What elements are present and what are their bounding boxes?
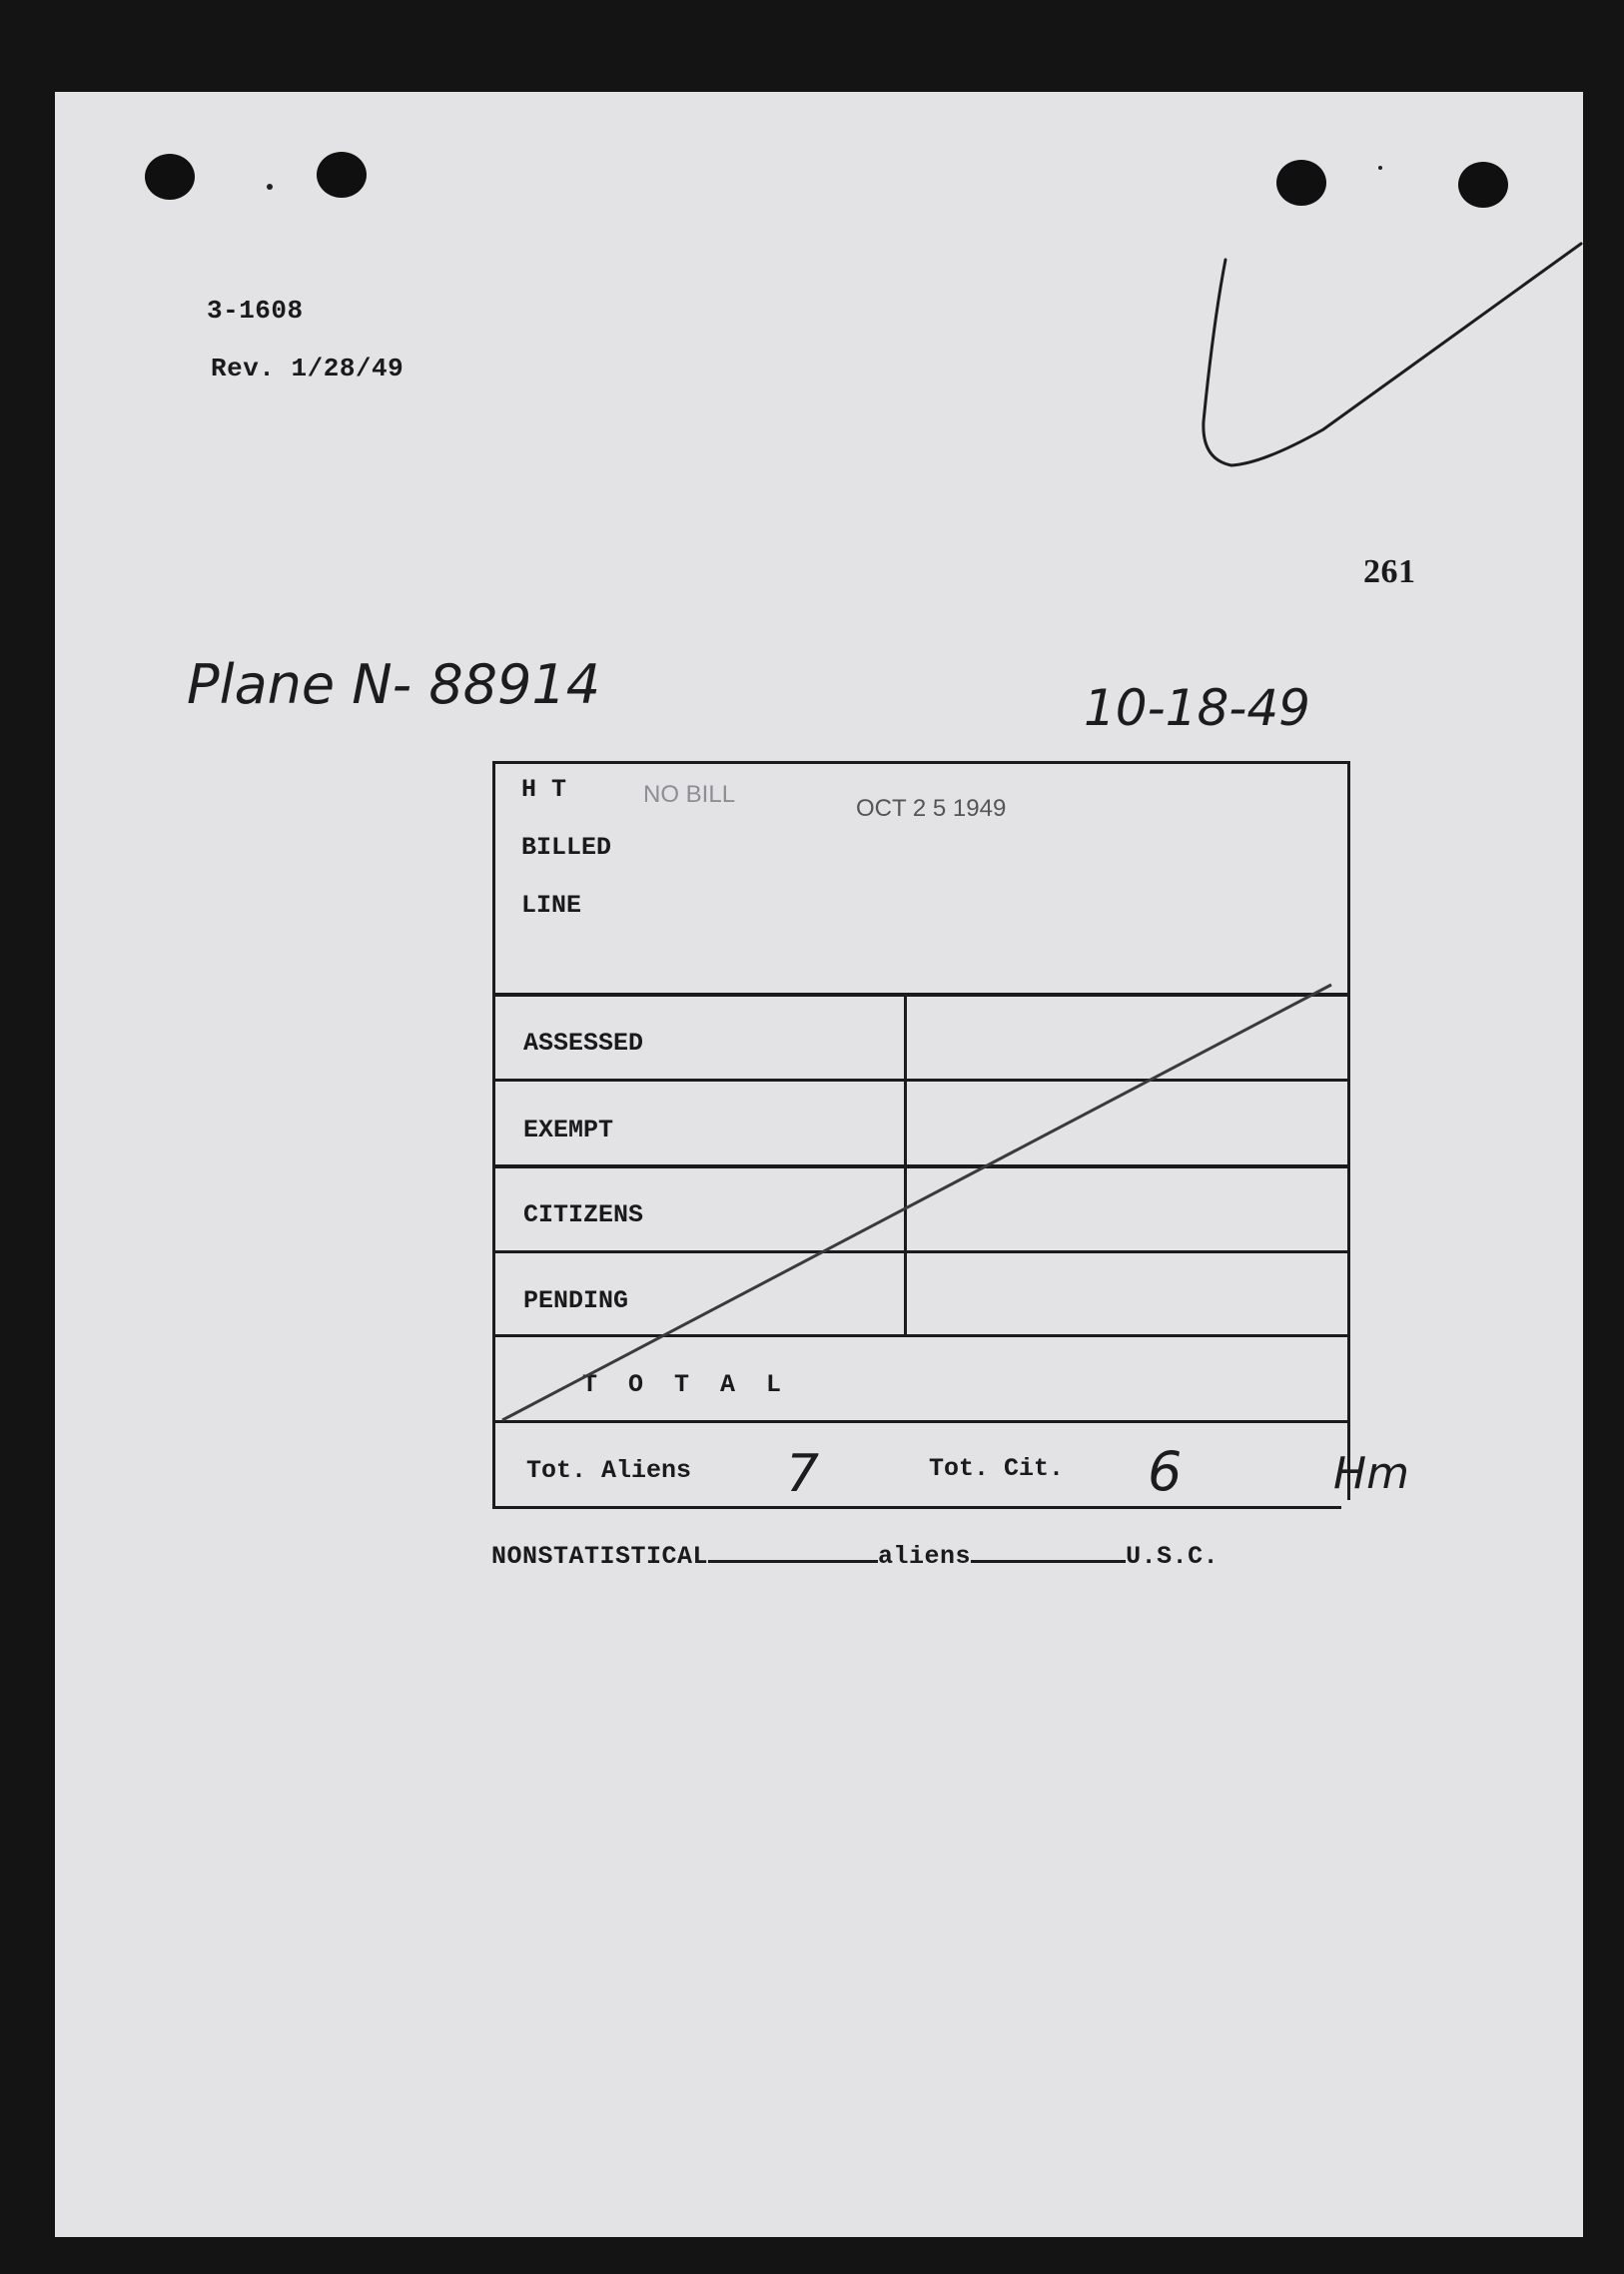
stamp-no-bill: NO BILL <box>643 781 736 808</box>
form-revision: Rev. 1/28/49 <box>211 354 405 383</box>
aliens-label: aliens <box>878 1542 972 1571</box>
tot-aliens-value: 7 <box>786 1444 820 1504</box>
row-label-billed: BILLED <box>521 833 612 862</box>
pen-marks <box>55 92 1583 2237</box>
tot-cit-value: 6 <box>1148 1440 1183 1503</box>
cancel-strike-line <box>502 985 1331 1420</box>
row-label-line: LINE <box>521 891 582 920</box>
plane-handwritten: Plane N- 88914 <box>187 653 601 716</box>
date-handwritten: 10-18-49 <box>1084 679 1310 737</box>
row-label-ht: H T <box>521 775 567 804</box>
form-number: 3-1608 <box>207 296 304 326</box>
initials: Hm <box>1333 1448 1409 1499</box>
total-label: T O T A L <box>582 1370 790 1399</box>
page-number: 261 <box>1363 553 1416 590</box>
tot-cit-label: Tot. Cit. <box>929 1454 1065 1483</box>
check-mark <box>1204 244 1581 465</box>
row-label-citizens: CITIZENS <box>523 1200 644 1229</box>
stamp-date: OCT 2 5 1949 <box>856 795 1007 822</box>
usc-label: U.S.C. <box>1126 1542 1219 1571</box>
row-label-pending: PENDING <box>523 1286 629 1315</box>
tot-aliens-label: Tot. Aliens <box>526 1456 692 1485</box>
row-label-exempt: EXEMPT <box>523 1116 614 1144</box>
nonstatistical-label: NONSTATISTICAL <box>491 1542 709 1571</box>
document-page <box>55 92 1583 2237</box>
row-label-assessed: ASSESSED <box>523 1029 644 1058</box>
